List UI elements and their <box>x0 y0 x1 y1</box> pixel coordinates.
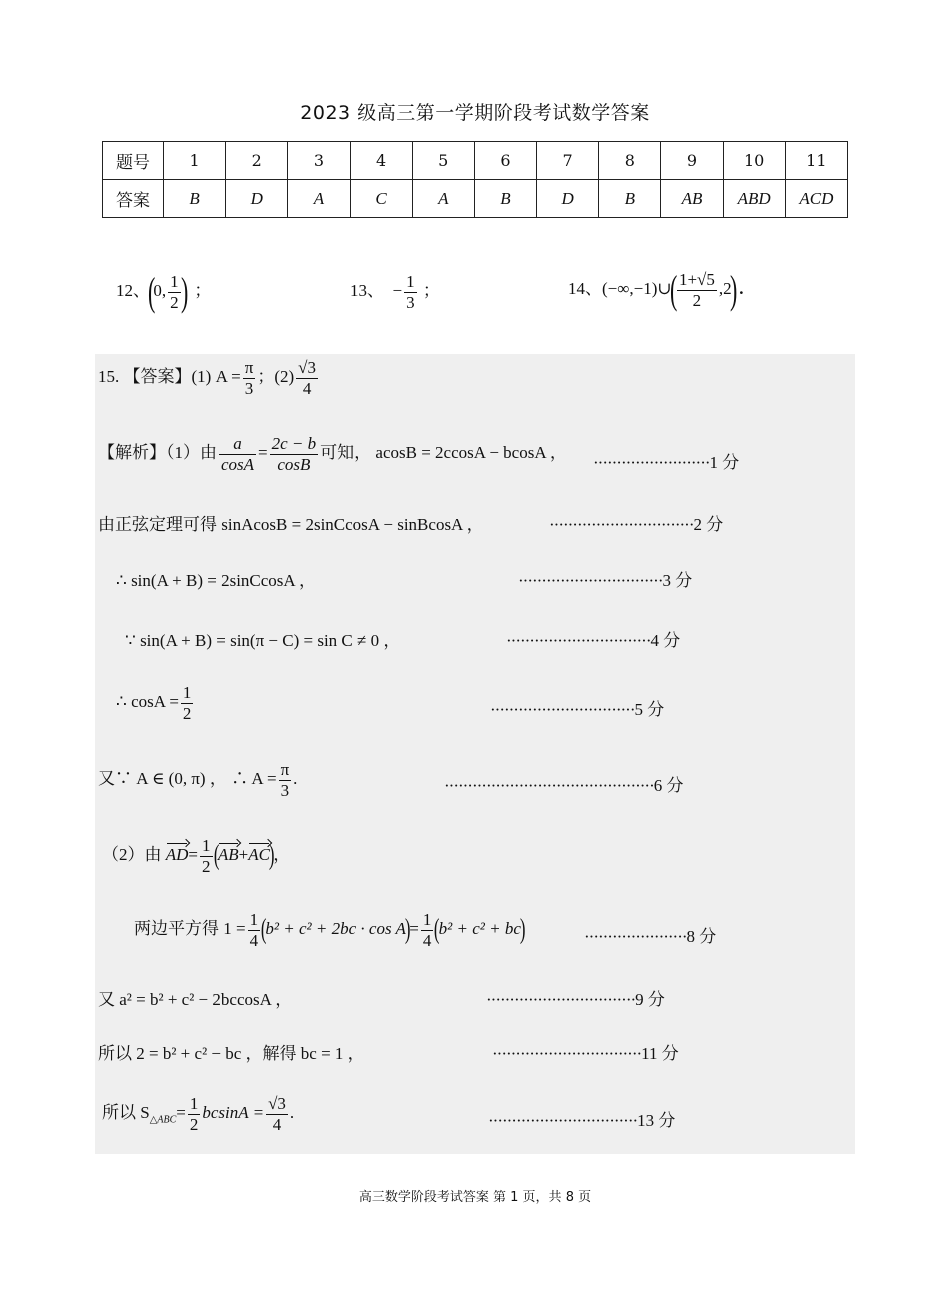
row-header-number: 题号 <box>103 142 164 180</box>
table-cell: C <box>350 180 412 218</box>
fraction: $\frac{1+√5}{2}$ <box>678 270 715 310</box>
table-cell: B <box>474 180 536 218</box>
table-cell: A <box>412 180 474 218</box>
table-cell: ACD <box>785 180 847 218</box>
table-cell: B <box>599 180 661 218</box>
score-line-4: ·······························4 分 <box>506 631 681 650</box>
table-cell: 9 <box>661 142 723 180</box>
score-line-2: ·······························2 分 <box>549 515 724 534</box>
table-cell: 10 <box>723 142 785 180</box>
table-cell: 8 <box>599 142 661 180</box>
score-line-8: ······················8 分 <box>584 927 717 946</box>
fraction: $\frac{1}{3}$ <box>406 272 415 312</box>
score-line-11: ································13 分 <box>488 1111 676 1130</box>
table-cell: 3 <box>288 142 350 180</box>
solution-line-7: （2）由 AD= $\frac{1}{2}$ (AB+AC)， <box>102 836 291 876</box>
fraction: $\frac{1}{2}$ <box>170 272 179 312</box>
score-line-6: ·············································6 分 <box>444 776 684 795</box>
table-row-answers <box>103 180 848 218</box>
table-cell: A <box>288 180 350 218</box>
answer-q12: 12、(0, $\frac{1}{2}$ ) ； <box>116 269 212 315</box>
solution-line-1: 【解析】（1）由 $\frac{a}{\cos A}$ = $\frac{2c - b}{\cos B}$ 可知， acosB = 2ccosA − bcosA ， <box>98 434 567 474</box>
solution-line-5: ∴ cosA = $\frac{1}{2}$ <box>116 683 192 723</box>
solution-line-11: 所以 $S_{\triangle ABC}=$ $\frac{1}{2}$ bcsinA = $\frac{√3}{4}$ . <box>102 1094 295 1134</box>
score-line-1: ·························1 分 <box>593 453 740 472</box>
table-cell: 5 <box>412 142 474 180</box>
table-cell: 4 <box>350 142 412 180</box>
answer-table <box>102 141 848 218</box>
table-row-numbers <box>103 142 848 180</box>
score-line-5: ·······························5 分 <box>490 700 665 719</box>
table-cell: D <box>226 180 288 218</box>
score-line-9: ································9 分 <box>486 990 665 1009</box>
solution-line-8: 两边平方得 1 = $\frac{1}{4}$ (b² + c² + 2bc · cos A)= $\frac{1}{4}$ (b² + c² + bc) <box>134 910 526 950</box>
solution-line-2: 由正弦定理可得 sinAcosB = 2sinCcosA − sinBcosA ， <box>98 515 484 534</box>
page-footer: 高三数学阶段考试答案 第 1 页，共 8 页 <box>358 1190 592 1205</box>
solution-line-4: ∵ sin(A + B) = sin(π − C) = sin C ≠ 0 ， <box>125 631 401 650</box>
table-cell: ABD <box>723 180 785 218</box>
solution-line-6: 又∵ A ∈ (0, π) ， ∴ A = $\frac{\pi}{3}$ . <box>98 760 298 800</box>
table-cell: AB <box>661 180 723 218</box>
score-line-3: ·······························3 分 <box>518 571 693 590</box>
fraction: $\frac{√3}{4}$ <box>298 358 317 398</box>
table-cell: B <box>164 180 226 218</box>
table-cell: 1 <box>164 142 226 180</box>
fraction: $\frac{\pi}{3}$ <box>244 358 254 398</box>
q15-answer: 15. 【答案】(1) A = $\frac{\pi}{3}$ ；(2) $\frac{√3}{4}$ <box>98 358 317 398</box>
score-line-10: ································11 分 <box>492 1044 679 1063</box>
answer-q14: 14、(−∞,−1)∪( $\frac{1+√5}{2}$ ,2) . <box>568 267 744 313</box>
solution-line-10: 所以 2 = b² + c² − bc ，解得 bc = 1 ， <box>98 1044 365 1063</box>
solution-line-9: 又 a² = b² + c² − 2bccosA ， <box>98 990 293 1009</box>
table-cell: 6 <box>474 142 536 180</box>
table-cell: D <box>537 180 599 218</box>
page-title: 2023 级高三第一学期阶段考试数学答案 <box>300 102 650 124</box>
answer-q13: 13、 − $\frac{1}{3}$ ； <box>350 272 440 312</box>
table-cell: 11 <box>785 142 847 180</box>
table-cell: 7 <box>537 142 599 180</box>
row-header-answer: 答案 <box>103 180 164 218</box>
table-cell: 2 <box>226 142 288 180</box>
solution-line-3: ∴ sin(A + B) = 2sinCcosA ， <box>116 571 317 590</box>
